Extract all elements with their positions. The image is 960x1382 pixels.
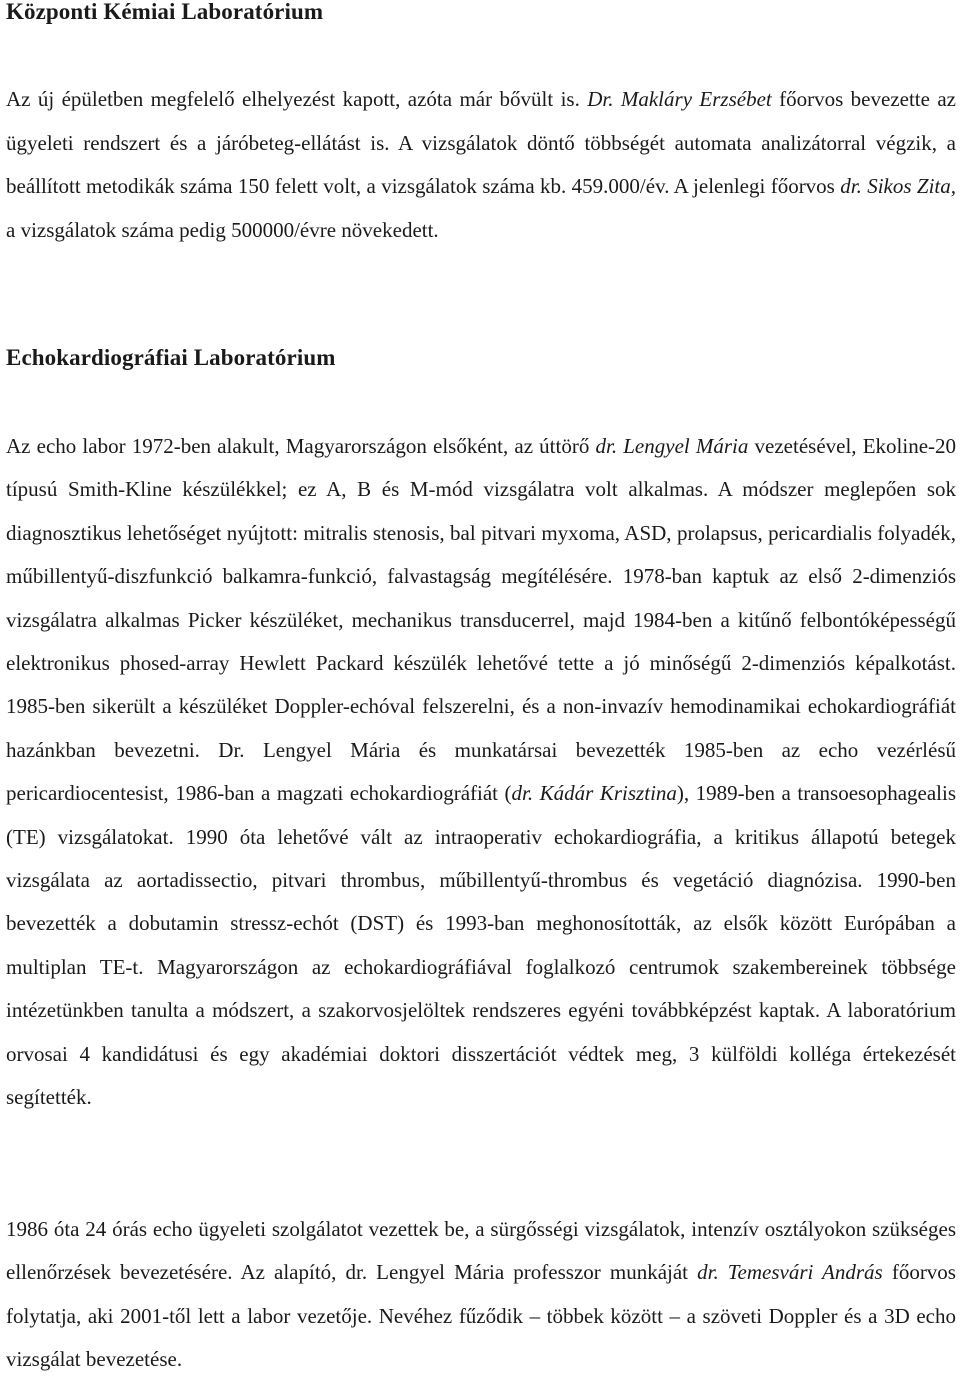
- person-name-italic: dr. Kádár Krisztina: [511, 781, 677, 806]
- text-run: főorvos bevezette az ügyeleti rendszert és a járóbeteg-ellátást is. A vizsgálatok döntő többségét automata analizátorral végzik, a beállított metodikák száma 150 felett volt, a vizsgálatok száma kb. 459.000/év. A jelenlegi főorvos: [6, 87, 956, 198]
- person-name-italic: Dr. Makláry Erzsébet: [587, 87, 772, 111]
- person-name-italic: dr. Temesvári András: [697, 1260, 883, 1285]
- text-run: 1986 óta 24 órás echo ügyeleti szolgálatot vezettek be, a sürgősségi vizsgálatok, intenzív osztályokon szükséges ellenőrzések bevezetésére. Az alapító, dr. Lengyel Mária professzor munkáját: [6, 1217, 956, 1285]
- paragraph-echo-lab-on-call: [6, 1208, 956, 1382]
- text-run: Az echo labor 1972-ben alakult, Magyarországon elsőként, az úttörő: [6, 434, 596, 458]
- person-name-italic: dr. Lengyel Mária: [595, 434, 749, 458]
- text-run: ), 1989-ben a transoesophagealis (TE) vizsgálatokat. 1990 óta lehetővé vált az intraoperativ echokardiográfia, a kritikus állapotú betegek vizsgálata az aortadissectio, pitvari thrombus, műbillentyű-thrombus és vegetáció diagnózisa. 1990-ben bevezették a dobutamin stressz-echót (DST) és 1993-ban meghonosították, az elsők között Európában a multiplan TE-t. Magyarországon az echokardiográfiával foglalkozó centrumok szakembereinek többsége intézetünkben tanulta a módszert, a szakorvosjelöltek rendszeres egyéni továbbképzést kaptak. A laboratórium orvosai 4 kandidátusi és egy akadémiai doktori disszertációt védtek meg, 3 külföldi kolléga értekezését segítették.: [6, 781, 957, 1110]
- person-name-italic: dr. Sikos Zita,: [840, 174, 956, 198]
- paragraph-echo-lab-history: [6, 425, 956, 1120]
- text-run: a vizsgálatok száma pedig 500000/évre növekedett.: [6, 217, 439, 242]
- text-run: vezetésével, Ekoline-20 típusú Smith-Kline készülékkel; ez A, B és M-mód vizsgálatra volt alkalmas. A módszer meglepően sok diagnosztikus lehetőséget nyújtott: mitralis stenosis, bal pitvari myxoma, ASD, prolapsus, pericardialis folyadék, műbillentyű-diszfunkció balkamra-funkció, falvastagság megítélésére. 1978-ban kaptuk az első 2-dimenziós vizsgálatra alkalmas Picker készüléket, mechanikus transducerrel, majd 1984-ben a kitűnő felbontóképességű elektronikus phosed-array Hewlett Packard készülék lehetővé tette a jó minőségű 2-dimenziós képalkotást. 1985-ben sikerült a készüléket Doppler-echóval felszerelni, és a non-invazív hemodinamikai echokardiográfiát hazánkban bevezetni. Dr. Lengyel Mária és munkatársai bevezették 1985-ben az echo vezérlésű pericardiocentesist, 1986-ban a magzati echokardiográfiát (: [6, 434, 957, 806]
- text-run: Az új épületben megfelelő elhelyezést kapott, azóta már bővült is.: [6, 87, 588, 111]
- paragraph-central-chemistry-lab: [6, 78, 956, 252]
- section-title-central-chemistry-lab: Központi Kémiai Laboratórium: [6, 0, 324, 24]
- text-run: főorvos folytatja, aki 2001-től lett a labor vezetője. Nevéhez fűződik – többek között – a szöveti Doppler és a 3D echo vizsgálat bevezetése.: [6, 1260, 956, 1372]
- section-title-echocardiography-lab: Echokardiográfiai Laboratórium: [6, 345, 336, 370]
